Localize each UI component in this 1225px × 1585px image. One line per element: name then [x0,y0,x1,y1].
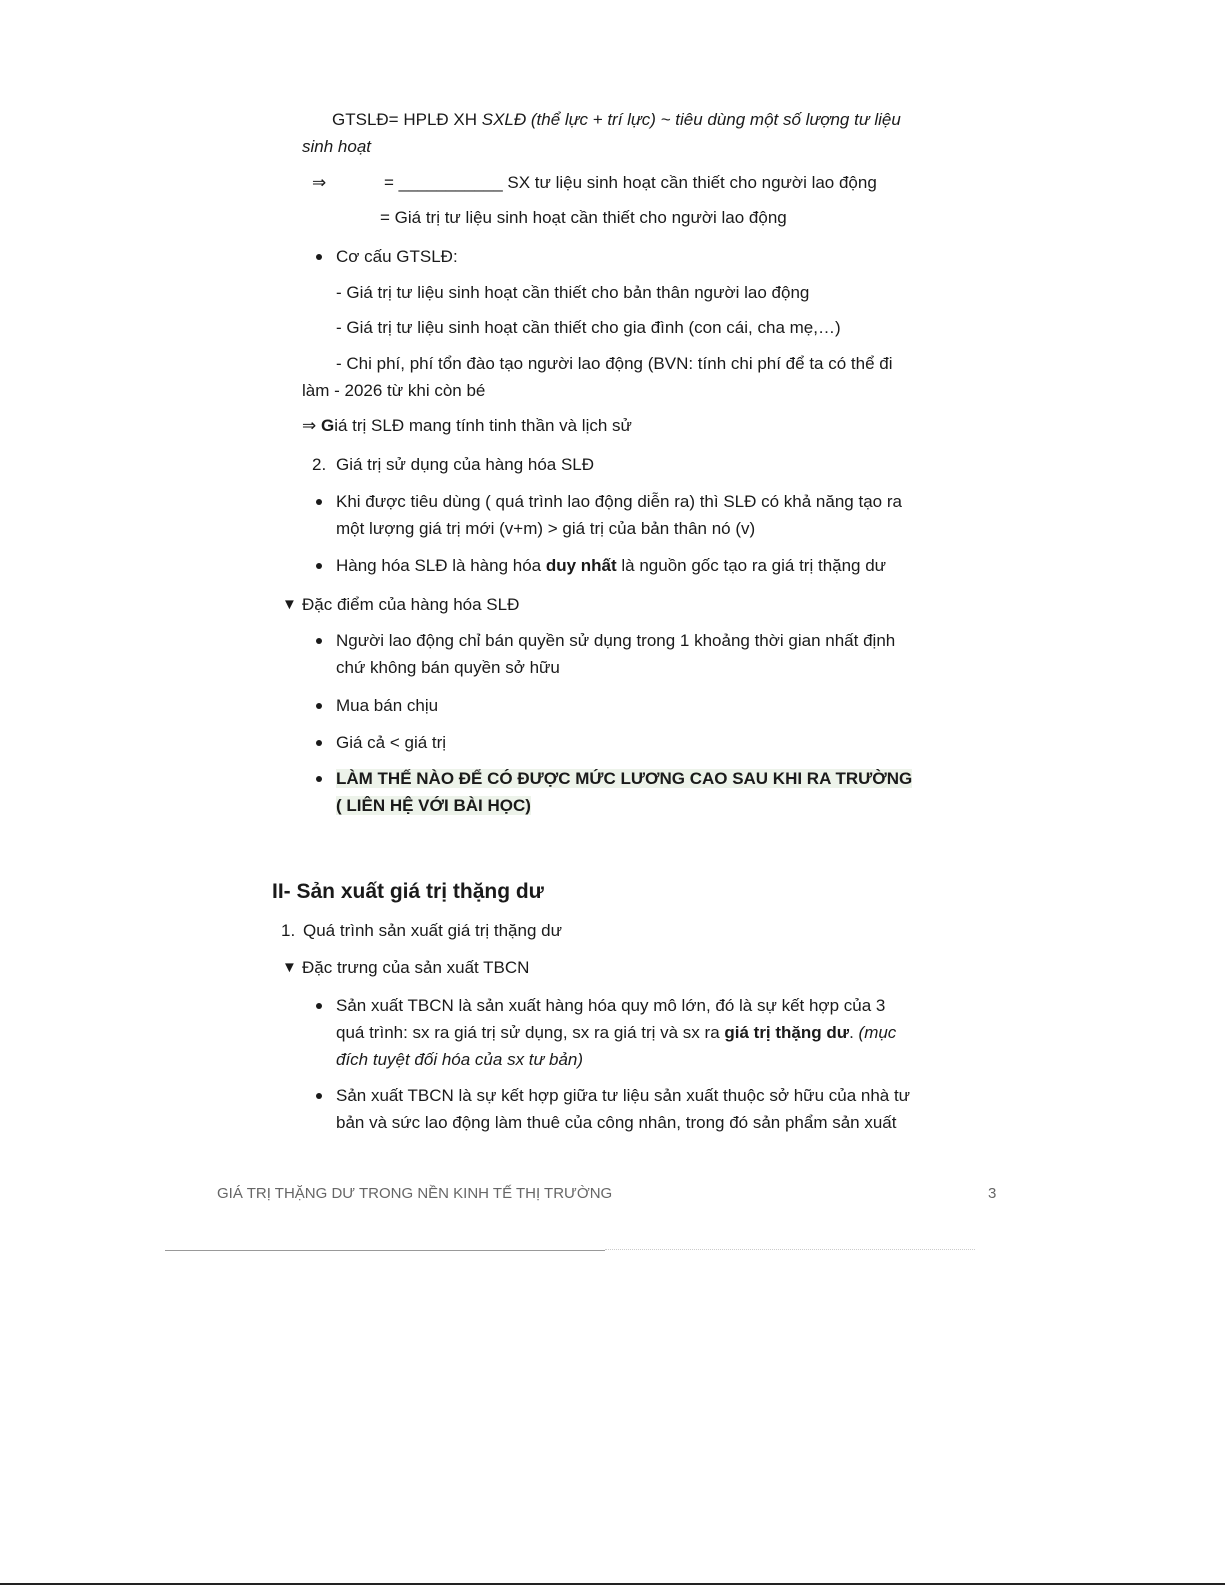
cocau-item-3-cont: làm - 2026 từ khi còn bé [302,381,486,400]
formula-line-cont [302,133,371,160]
toggle-title-dacdiem[interactable]: Đặc điểm của hàng hóa SLĐ [302,595,520,614]
bullet-dacdiem-4-cont [336,792,531,819]
bullet-dacdiem-1: Người lao động chỉ bán quyền sử dụng trong 1 khoảng thời gian nhất định [336,627,895,654]
numbered-label-1: 1. [281,921,296,940]
bullet-dacdiem-2: Mua bán chịu [336,692,438,719]
toggle-triangle-icon-2[interactable]: ▼ [282,959,297,976]
formula-italic: SXLĐ (thể lực + trí lực) ~ tiêu dùng một số lượng tư liệu [481,110,901,129]
emphasis-duy-nhat: duy nhất [545,556,617,575]
page-number: 3 [988,1185,997,1202]
bullet-sec2-1: Khi được tiêu dùng ( quá trình lao động diễn ra) thì SLĐ có khả năng tạo ra [336,488,902,515]
bullet-dactrung-1-cont: quá trình: sx ra giá trị sử dụng, sx ra giá trị và sx ra giá trị thặng dư. (mục [336,1023,897,1042]
bullet-dacdiem-1-cont: chứ không bán quyền sở hữu [336,658,560,677]
numbered-title-2: Giá trị sử dụng của hàng hóa SLĐ [336,455,595,474]
formula-italic-cont: sinh hoạt [302,137,371,156]
equation-line-1: = ___________ SX tư liệu sinh hoạt cần thiết cho người lao động [384,173,877,192]
numbered-title-1: Quá trình sản xuất giá trị thặng dư [303,921,562,940]
bullet-dactrung-1-cont2: đích tuyệt đối hóa của sx tư bản) [336,1050,584,1069]
bullet-dactrung-2: Sản xuất TBCN là sự kết hợp giữa tư liệu sản xuất thuộc sở hữu của nhà tư [336,1082,910,1109]
implies-arrow: ⇒ [312,173,327,192]
bullet-dacdiem-4 [336,765,912,792]
conclusion-bold: G [320,416,335,435]
bullet-sec2-1-cont: một lượng giá trị mới (v+m) > giá trị của bản thân nó (v) [336,519,756,538]
cocau-item-3: - Chi phí, phí tổn đào tạo người lao động (BVN: tính chi phí để ta có thể đi [336,354,893,373]
numbered-label-2: 2. [312,455,327,474]
section-heading: II- Sản xuất giá trị thặng dư [272,880,544,903]
page-divider [165,1250,605,1251]
bullet-sec2-2: Hàng hóa SLĐ là hàng hóa duy nhất là nguồn gốc tạo ra giá trị thặng dư [336,552,886,579]
page-divider-faded [605,1249,975,1252]
formula-text: GTSLĐ= HPLĐ XH [332,110,482,129]
emphasis-gttd: giá trị thặng dư [724,1023,850,1042]
highlighted-question-cont: ( LIÊN HỆ VỚI BÀI HỌC) [336,796,531,815]
equation-line-2: = Giá trị tư liệu sinh hoạt cần thiết cho người lao động [380,208,787,227]
cocau-item-1: - Giá trị tư liệu sinh hoạt cần thiết cho bản thân người lao động [336,283,810,302]
highlighted-question: LÀM THẾ NÀO ĐỂ CÓ ĐƯỢC MỨC LƯƠNG CAO SAU KHI RA TRƯỜNG [336,769,913,788]
conclusion-line [302,412,632,439]
bullet-cocau-title: Cơ cấu GTSLĐ: [336,243,458,270]
page-footer-title: GIÁ TRỊ THẶNG DƯ TRONG NỀN KINH TẾ THỊ TRƯỜNG [217,1185,613,1202]
bullet-dacdiem-3: Giá cả < giá trị [336,729,446,756]
toggle-triangle-icon[interactable]: ▼ [282,596,297,613]
bullet-dactrung-2-cont: bản và sức lao động làm thuê của công nhân, trong đó sản phẩm sản xuất [336,1113,897,1132]
formula-line [332,106,901,133]
bullet-dactrung-1: Sản xuất TBCN là sản xuất hàng hóa quy mô lớn, đó là sự kết hợp của 3 [336,992,885,1019]
implies-arrow-2: ⇒ [302,416,317,435]
toggle-title-dactrung[interactable]: Đặc trưng của sản xuất TBCN [302,958,530,977]
cocau-item-2: - Giá trị tư liệu sinh hoạt cần thiết cho gia đình (con cái, cha mẹ,…) [336,318,841,337]
conclusion-text: iá trị SLĐ mang tính tinh thần và lịch sử [334,416,632,435]
